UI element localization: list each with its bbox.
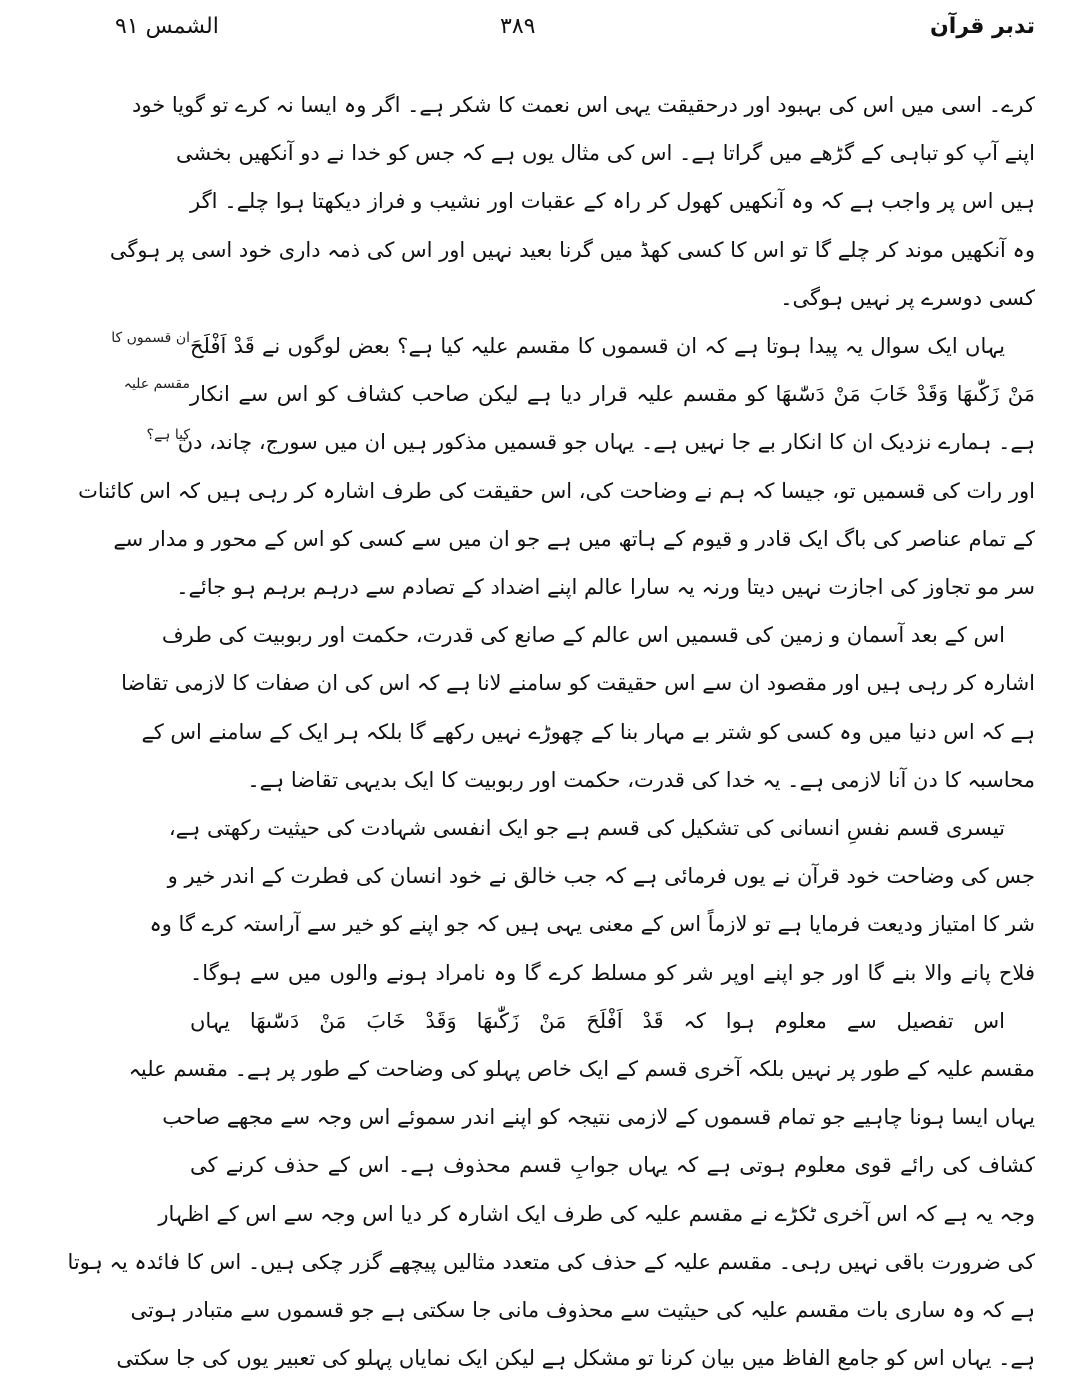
text-line: اپنے آپ کو تباہی کے گڑھے میں گراتا ہے۔ اس کی مثال یوں ہے کہ جس کو خدا نے دو آنکھیں بخشی	[176, 141, 1035, 166]
text-line: کشاف کی رائے قوی معلوم ہوتی ہے کہ یہاں جوابِ قسم محذوف ہے۔ اس کے حذف کرنے کی	[190, 1153, 1035, 1178]
text-line: محاسبہ کا دن آنا لازمی ہے۔ یہ خدا کی قدرت، حکمت اور ربوبیت کا ایک بدیہی تقاضا ہے۔	[247, 767, 1035, 792]
text-line: اشارہ کر رہی ہیں اور مقصود ان سے اس حقیقت کو سامنے لانا ہے کہ اس کی ان صفات کا لازمی تقاضا	[121, 671, 1035, 696]
text-line: مَنْ زَكّٰىهَا وَقَدْ خَابَ مَنْ دَسّٰىهَا کو مقسم علیہ قرار دیا ہے لیکن صاحب کشاف کو اس سے انکار	[190, 382, 1035, 407]
margin-note-line: مقسم علیہ	[123, 376, 190, 392]
text-line: ہے۔ یہاں اس کو جامع الفاظ میں بیان کرنا تو مشکل ہے لیکن ایک نمایاں پہلو کی تعبیر یوں کی جا سکتی	[116, 1346, 1035, 1371]
text-line: کی ضرورت باقی نہیں رہی۔ مقسم علیہ کے حذف کی متعدد مثالیں پیچھے گزر چکی ہیں۔ اس کا فائدہ یہ ہوتا	[67, 1249, 1035, 1274]
text-line: کے تمام عناصر کی باگ ایک قادر و قیوم کے ہاتھ میں ہے جو ان میں سے کسی کو اس کے محور و مدار سے	[113, 526, 1035, 551]
text-line: ہے۔ ہمارے نزدیک ان کا انکار بے جا نہیں ہے۔ یہاں جو قسمیں مذکور ہیں ان میں سورج، چاند، دن	[177, 430, 1035, 455]
book-title: تدبر قرآن	[930, 14, 1035, 39]
text-line: وجہ یہ ہے کہ اس آخری ٹکڑے نے مقسم علیہ کی طرف ایک اشارہ کر دیا اس وجہ سے اس کے اظہار	[158, 1201, 1035, 1226]
text-line: اور رات کی قسمیں تو، جیسا کہ ہم نے وضاحت کی، اس حقیقت کی طرف اشارہ کر رہی ہیں کہ اس کائنات	[78, 478, 1035, 503]
text-line: اس کے بعد آسمان و زمین کی قسمیں اس عالم کے صانع کی قدرت، حکمت اور ربوبیت کی طرف	[161, 623, 1005, 648]
text-line: تیسری قسم نفسِ انسانی کی تشکیل کی قسم ہے جو ایک انفسی شہادت کی حیثیت رکھتی ہے،	[168, 816, 1005, 840]
text-line: مقسم علیہ کے طور پر نہیں بلکہ آخری قسم کے ایک خاص پہلو کی وضاحت کے طور پر ہے۔ مقسم علیہ	[128, 1057, 1035, 1081]
text-line: فلاح پانے والا بنے گا اور جو اپنے اوپر شر کو مسلط کرے گا وہ نامراد ہونے والوں میں سے ہوگا۔	[190, 960, 1035, 985]
surah-label: الشمس ۹۱	[115, 14, 219, 39]
text-line: ہے کہ وہ ساری بات مقسم علیہ کی حیثیت سے محذوف مانی جا سکتی ہے جو قسموں سے متبادر ہوتی	[130, 1298, 1035, 1322]
text-line: اس تفصیل سے معلوم ہوا کہ قَدْ اَفْلَحَ مَنْ زَكّٰىهَا وَقَدْ خَابَ مَنْ دَسّٰىهَا یہاں	[190, 1008, 1005, 1033]
text-line: کسی دوسرے پر نہیں ہوگی۔	[780, 285, 1035, 310]
text-line: شر کا امتیاز ودیعت فرمایا ہے تو لازماً اس کے معنی یہی ہیں کہ جو اپنے کو خیر سے آراستہ کرے گا وہ	[149, 912, 1035, 937]
text-line: کرے۔ اسی میں اس کی بہبود اور درحقیقت یہی اس نعمت کا شکر ہے۔ اگر وہ ایسا نہ کرے تو گویا خود	[132, 93, 1035, 117]
margin-note-line: ان قسموں کا	[111, 330, 190, 346]
page-number: ۳۸۹	[500, 14, 536, 39]
text-line: ہیں اس پر واجب ہے کہ وہ آنکھیں کھول کر راہ کے عقبات اور نشیب و فراز دیکھتا ہوا چلے۔ اگر	[190, 189, 1035, 214]
margin-note-line: کیا ہے؟	[146, 427, 190, 443]
text-line: یہاں ایسا ہونا چاہیے جو تمام قسموں کے لازمی نتیجہ کو اپنے اندر سموئے اس وجہ سے مجھے صاحب	[162, 1105, 1035, 1130]
text-line: وہ آنکھیں موند کر چلے گا تو اس کا کسی کھڈ میں گرنا بعید نہیں اور اس کی ذمہ داری خود اسی پر ہوگی	[109, 237, 1035, 262]
text-line: یہاں ایک سوال یہ پیدا ہوتا ہے کہ ان قسموں کا مقسم علیہ کیا ہے؟ بعض لوگوں نے قَدْ اَفْلَحَ	[190, 334, 1005, 358]
text-line: جس کی وضاحت خود قرآن نے یوں فرمائی ہے کہ جب خالق نے خود انسان کی فطرت کے اندر خیر و	[167, 864, 1035, 889]
text-line: سر مو تجاوز کی اجازت نہیں دیتا ورنہ یہ سارا عالم اپنے اضداد کے تصادم سے درہم برہم ہو جائے۔	[176, 575, 1035, 599]
text-line: ہے کہ اس دنیا میں وہ کسی کو شتر بے مہار بنا کے چھوڑے نہیں رکھے گا بلکہ ہر ایک کے سامنے اس کے	[141, 719, 1035, 744]
